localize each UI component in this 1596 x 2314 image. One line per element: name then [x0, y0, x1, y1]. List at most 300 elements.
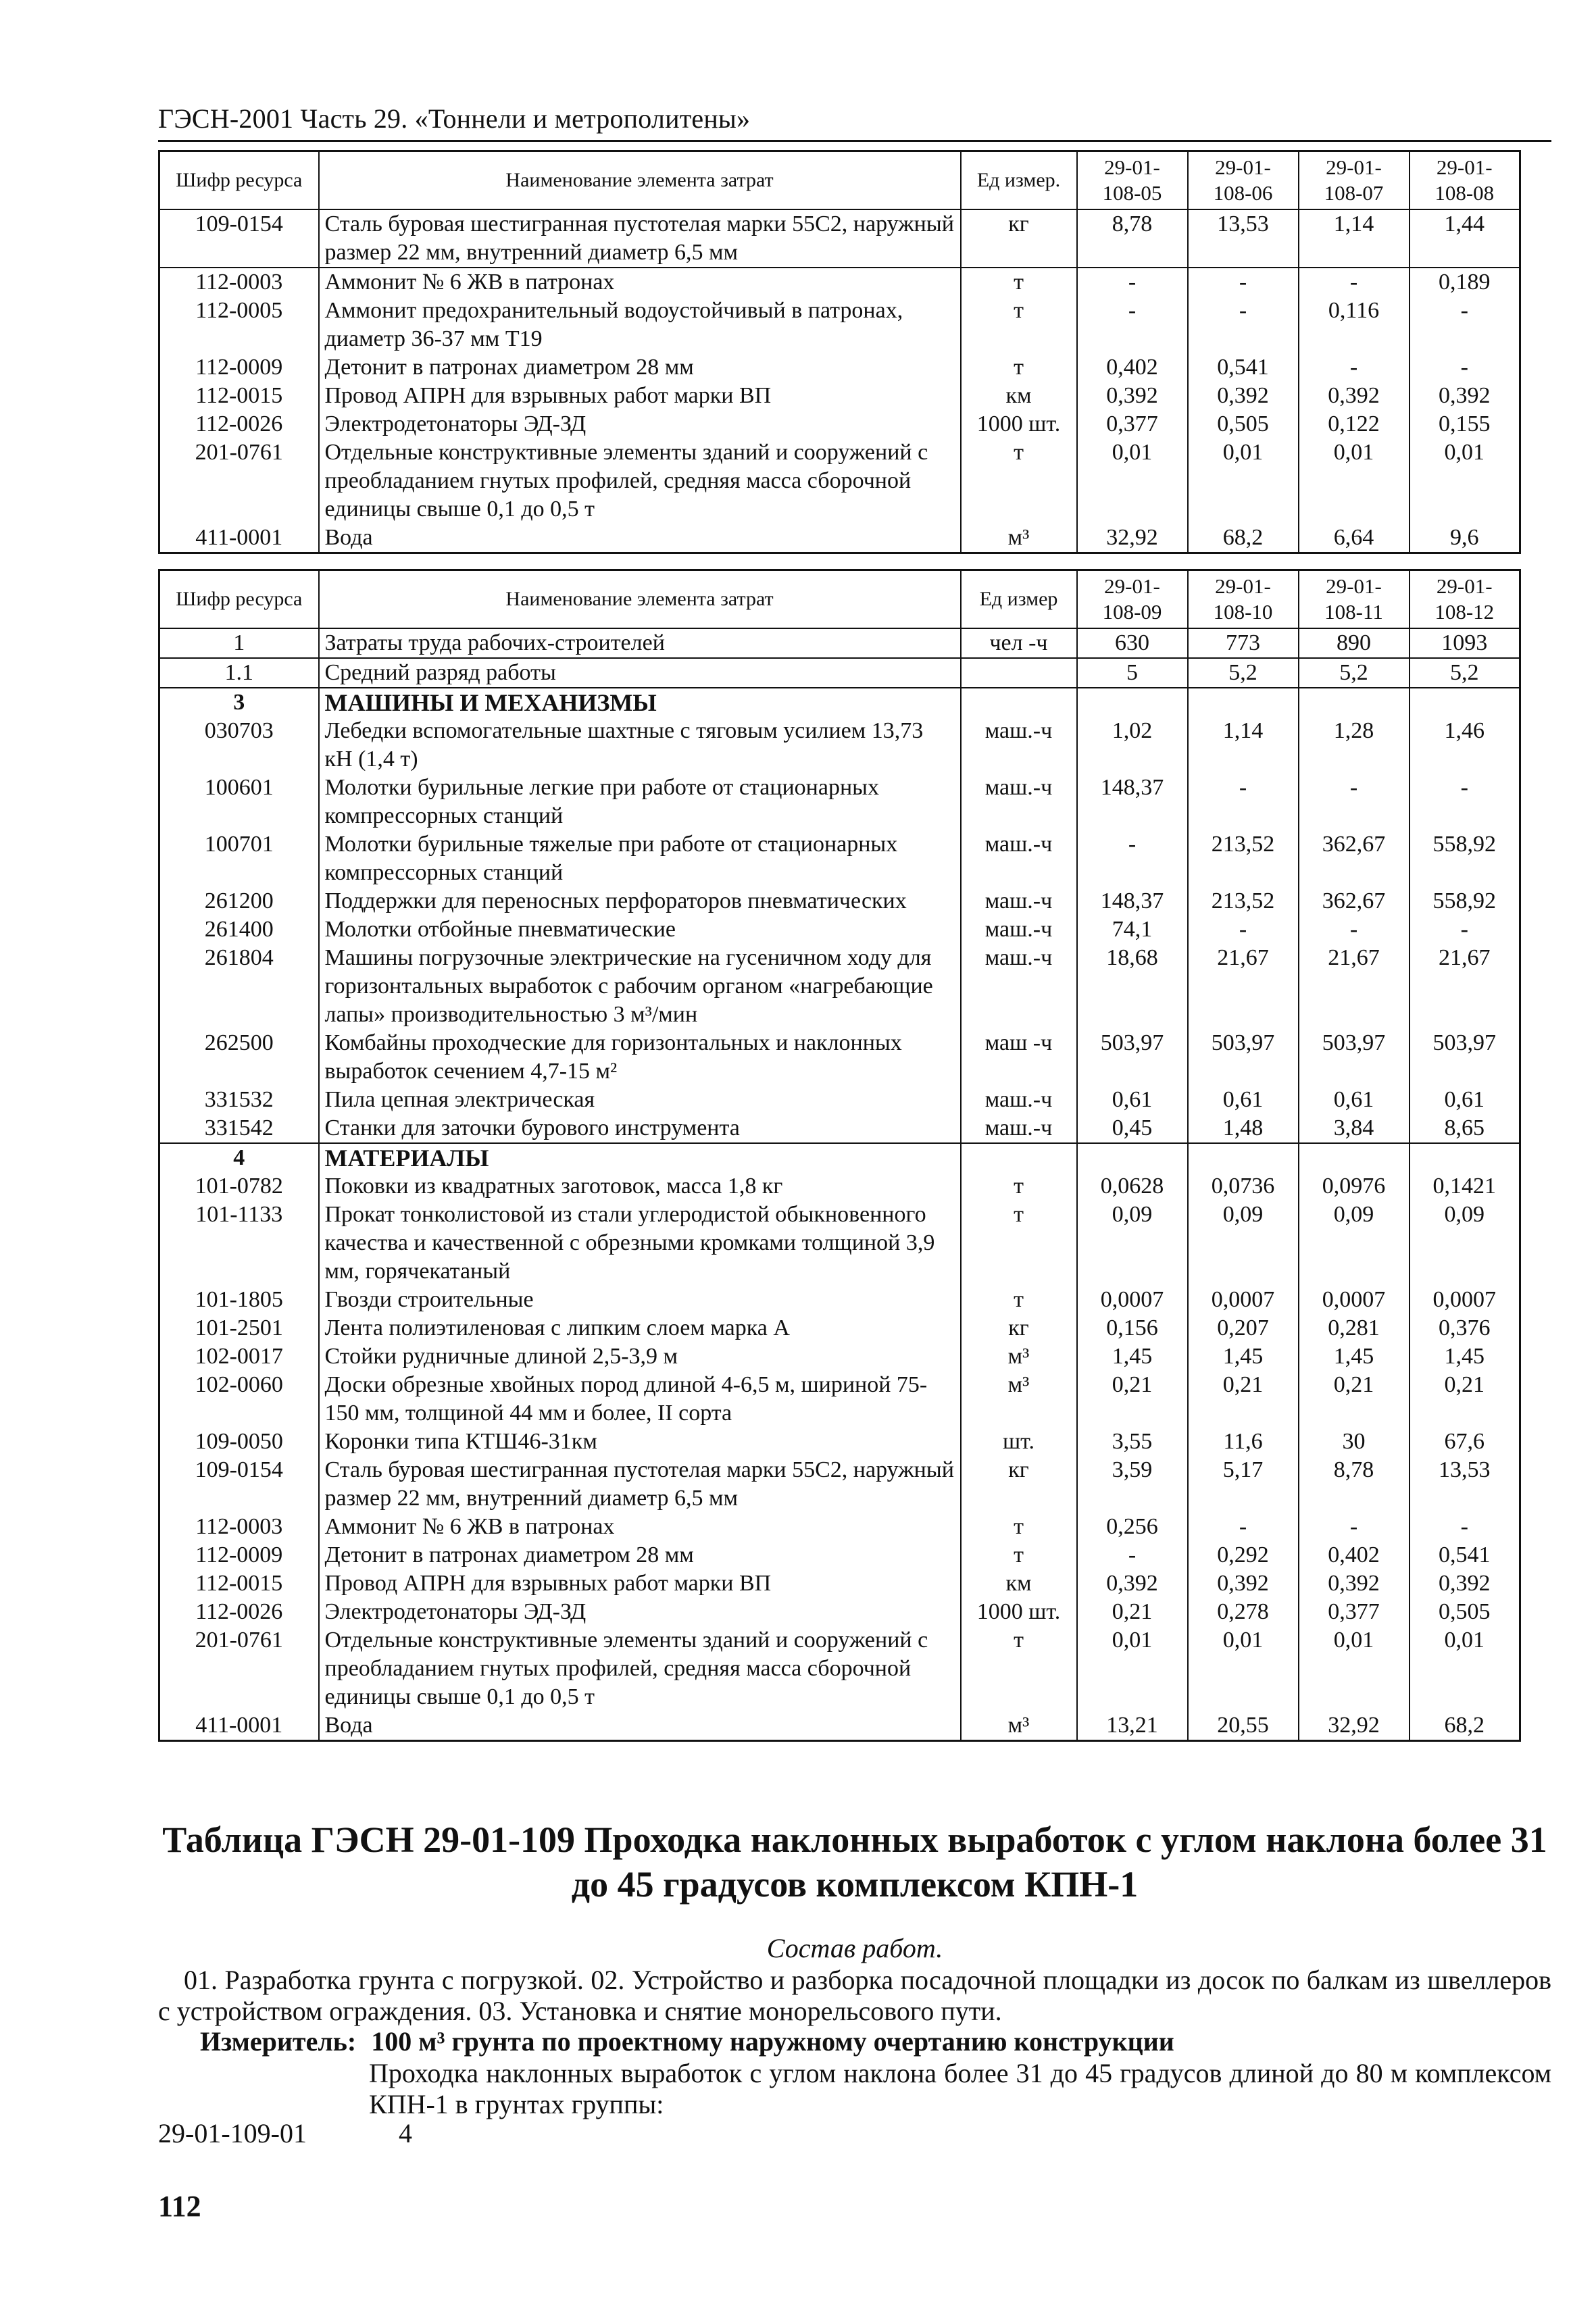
cost-element-name: Затраты труда рабочих-строителей: [319, 628, 961, 658]
resource-code: 112-0005: [159, 297, 319, 353]
value-cell: 0,09: [1410, 1201, 1520, 1286]
value-cell: -: [1299, 915, 1410, 944]
cost-element-name: Машины погрузочные электрические на гусеничном ходу для горизонтальных выработок с рабочим органом «нагребающие лапы» производительностью 3 м³/мин: [319, 944, 961, 1029]
value-cell: 13,53: [1410, 1456, 1520, 1513]
table-row: [159, 915, 1520, 944]
unit-cell: т: [961, 1172, 1077, 1201]
value-cell: 1,45: [1077, 1342, 1188, 1371]
unit-cell: м³: [961, 1711, 1077, 1741]
value-cell: -: [1077, 1541, 1188, 1569]
value-cell: 0,392: [1188, 382, 1299, 410]
table-row: [159, 944, 1520, 1029]
value-cell: 3,59: [1077, 1456, 1188, 1513]
cost-element-name: Молотки бурильные легкие при работе от стационарных компрессорных станций: [319, 774, 961, 830]
unit-cell: маш.-ч: [961, 887, 1077, 915]
value-cell: 5: [1077, 658, 1188, 688]
value-cell: -: [1077, 297, 1188, 353]
value-cell: 0,278: [1188, 1598, 1299, 1626]
page-number: 112: [158, 2190, 201, 2223]
value-cell: 0,21: [1410, 1371, 1520, 1428]
table-row: [159, 1286, 1520, 1314]
header-norm-code: 29-01- 108-09: [1077, 570, 1188, 629]
cost-element-name: Молотки отбойные пневматические: [319, 915, 961, 944]
resource-code: 101-0782: [159, 1172, 319, 1201]
measure-line: [200, 2026, 1174, 2057]
cost-element-name: Коронки типа КТШ46-31км: [319, 1428, 961, 1456]
cost-element-name: МАТЕРИАЛЫ: [319, 1143, 961, 1172]
value-cell: -: [1410, 1513, 1520, 1541]
value-cell: -: [1077, 830, 1188, 887]
value-cell: 5,17: [1188, 1456, 1299, 1513]
resource-code: 1.1: [159, 658, 319, 688]
value-cell: 0,541: [1410, 1541, 1520, 1569]
value-cell: [1299, 688, 1410, 717]
table-row: [159, 717, 1520, 774]
resource-code: 261200: [159, 887, 319, 915]
value-cell: 0,09: [1077, 1201, 1188, 1286]
value-cell: 1,46: [1410, 717, 1520, 774]
value-cell: 362,67: [1299, 830, 1410, 887]
cost-element-name: МАШИНЫ И МЕХАНИЗМЫ: [319, 688, 961, 717]
unit-cell: т: [961, 353, 1077, 382]
value-cell: 0,392: [1410, 382, 1520, 410]
value-cell: 0,122: [1299, 410, 1410, 438]
value-cell: 0,01: [1077, 438, 1188, 524]
value-cell: 890: [1299, 628, 1410, 658]
header-norm-code: 29-01- 108-05: [1077, 151, 1188, 210]
value-cell: 0,61: [1410, 1086, 1520, 1114]
measure-label: Измеритель:: [200, 2026, 357, 2057]
value-cell: 0,45: [1077, 1114, 1188, 1143]
cost-element-name: Прокат тонколистовой из стали углеродистой обыкновенного качества и качественной с обрезными кромками толщиной 3,9 мм, горячекатаный: [319, 1201, 961, 1286]
resource-code: 101-1133: [159, 1201, 319, 1286]
value-cell: 630: [1077, 628, 1188, 658]
table-row: [159, 1342, 1520, 1371]
value-cell: 0,541: [1188, 353, 1299, 382]
value-cell: -: [1410, 297, 1520, 353]
unit-cell: 1000 шт.: [961, 410, 1077, 438]
value-cell: 0,392: [1299, 1569, 1410, 1598]
header-resource-code: Шифр ресурса: [159, 151, 319, 210]
value-cell: 503,97: [1077, 1029, 1188, 1086]
value-cell: 8,78: [1299, 1456, 1410, 1513]
resource-code: 411-0001: [159, 1711, 319, 1741]
value-cell: 0,156: [1077, 1314, 1188, 1342]
value-cell: 0,281: [1299, 1314, 1410, 1342]
value-cell: 0,21: [1077, 1598, 1188, 1626]
cost-element-name: Детонит в патронах диаметром 28 мм: [319, 1541, 961, 1569]
unit-cell: 1000 шт.: [961, 1598, 1077, 1626]
value-cell: 0,392: [1299, 382, 1410, 410]
value-cell: 0,01: [1299, 438, 1410, 524]
value-cell: 67,6: [1410, 1428, 1520, 1456]
cost-element-name: Провод АПРН для взрывных работ марки ВП: [319, 382, 961, 410]
table-row: [159, 1314, 1520, 1342]
value-cell: 1093: [1410, 628, 1520, 658]
table-row: [159, 1114, 1520, 1143]
value-cell: -: [1299, 1513, 1410, 1541]
cost-element-name: Вода: [319, 524, 961, 553]
resource-code: 411-0001: [159, 524, 319, 553]
unit-cell: [961, 688, 1077, 717]
value-cell: 1,44: [1410, 209, 1520, 268]
value-cell: 0,0007: [1410, 1286, 1520, 1314]
value-cell: 0,376: [1410, 1314, 1520, 1342]
unit-cell: км: [961, 382, 1077, 410]
table-row: [159, 209, 1520, 268]
value-cell: 0,01: [1410, 438, 1520, 524]
resource-code: 102-0017: [159, 1342, 319, 1371]
cost-element-name: Средний разряд работы: [319, 658, 961, 688]
resource-code: 102-0060: [159, 1371, 319, 1428]
cost-element-name: Комбайны проходческие для горизонтальных и наклонных выработок сечением 4,7-15 м²: [319, 1029, 961, 1086]
value-cell: -: [1188, 297, 1299, 353]
value-cell: 0,505: [1188, 410, 1299, 438]
resource-code: 112-0009: [159, 353, 319, 382]
cost-element-name: Гвозди строительные: [319, 1286, 961, 1314]
table-row: [159, 1598, 1520, 1626]
resource-code: 112-0015: [159, 1569, 319, 1598]
table-row: [159, 830, 1520, 887]
cost-element-name: Доски обрезные хвойных пород длиной 4-6,5 м, шириной 75-150 мм, толщиной 44 мм и более, II сорта: [319, 1371, 961, 1428]
unit-cell: маш.-ч: [961, 915, 1077, 944]
value-cell: 5,2: [1188, 658, 1299, 688]
value-cell: 13,53: [1188, 209, 1299, 268]
cost-element-name: Стойки рудничные длиной 2,5-3,9 м: [319, 1342, 961, 1371]
header-unit: Ед измер: [961, 570, 1077, 629]
table-row: [159, 658, 1520, 688]
value-cell: 1,14: [1188, 717, 1299, 774]
table-row: [159, 438, 1520, 524]
header-cost-element: Наименование элемента затрат: [319, 570, 961, 629]
value-cell: 0,402: [1077, 353, 1188, 382]
unit-cell: кг: [961, 1456, 1077, 1513]
value-cell: 21,67: [1299, 944, 1410, 1029]
cost-element-name: Аммонит № 6 ЖВ в патронах: [319, 1513, 961, 1541]
value-cell: 0,01: [1077, 1626, 1188, 1711]
header-cost-element: Наименование элемента затрат: [319, 151, 961, 210]
value-cell: 213,52: [1188, 887, 1299, 915]
resource-code: 109-0154: [159, 209, 319, 268]
unit-cell: шт.: [961, 1428, 1077, 1456]
table-row: [159, 887, 1520, 915]
value-cell: 30: [1299, 1428, 1410, 1456]
value-cell: 6,64: [1299, 524, 1410, 553]
value-cell: 0,61: [1188, 1086, 1299, 1114]
cost-element-name: Аммонит № 6 ЖВ в патронах: [319, 268, 961, 297]
table-row: [159, 268, 1520, 297]
unit-cell: маш -ч: [961, 1029, 1077, 1086]
cost-element-name: Молотки бурильные тяжелые при работе от стационарных компрессорных станций: [319, 830, 961, 887]
header-unit: Ед измер.: [961, 151, 1077, 210]
value-cell: 0,01: [1188, 438, 1299, 524]
resource-code: 261804: [159, 944, 319, 1029]
value-cell: 0,292: [1188, 1541, 1299, 1569]
composition-text: 01. Разработка грунта с погрузкой. 02. Устройство и разборка посадочной площадки из досок по балкам из швеллеров с устройством ограждения. 03. Установка и снятие монорельсового пути.: [158, 1965, 1551, 2026]
table-row: [159, 1569, 1520, 1598]
value-cell: [1410, 1143, 1520, 1172]
value-cell: 148,37: [1077, 887, 1188, 915]
value-cell: 1,45: [1299, 1342, 1410, 1371]
value-cell: 0,377: [1299, 1598, 1410, 1626]
value-cell: 0,155: [1410, 410, 1520, 438]
cost-element-name: Электродетонаторы ЭД-ЗД: [319, 410, 961, 438]
value-cell: 213,52: [1188, 830, 1299, 887]
value-cell: 0,01: [1188, 1626, 1299, 1711]
unit-cell: т: [961, 1201, 1077, 1286]
header-resource-code: Шифр ресурса: [159, 570, 319, 629]
resource-code: 331532: [159, 1086, 319, 1114]
unit-cell: м³: [961, 524, 1077, 553]
unit-cell: м³: [961, 1342, 1077, 1371]
table-row: [159, 382, 1520, 410]
resource-code: 262500: [159, 1029, 319, 1086]
value-cell: 0,377: [1077, 410, 1188, 438]
table-row: [159, 1428, 1520, 1456]
cost-element-name: Сталь буровая шестигранная пустотелая марки 55С2, наружный размер 22 мм, внутренний диаметр 6,5 мм: [319, 209, 961, 268]
section-row: [159, 688, 1520, 717]
value-cell: [1410, 688, 1520, 717]
unit-cell: кг: [961, 209, 1077, 268]
value-cell: 0,0007: [1299, 1286, 1410, 1314]
value-cell: -: [1188, 1513, 1299, 1541]
header-norm-code: 29-01- 108-10: [1188, 570, 1299, 629]
resource-code: 261400: [159, 915, 319, 944]
norm-code-line: [158, 2117, 412, 2149]
table-row: [159, 524, 1520, 553]
value-cell: 20,55: [1188, 1711, 1299, 1741]
table-row: [159, 1086, 1520, 1114]
resource-table-108-09-12: [158, 569, 1521, 1742]
unit-cell: км: [961, 1569, 1077, 1598]
value-cell: 148,37: [1077, 774, 1188, 830]
soil-group: 4: [399, 2118, 412, 2148]
measure-value: 100 м³ грунта по проектному наружному очертанию конструкции: [371, 2026, 1174, 2057]
table-row: [159, 1626, 1520, 1711]
value-cell: 0,0628: [1077, 1172, 1188, 1201]
value-cell: 21,67: [1188, 944, 1299, 1029]
unit-cell: т: [961, 1513, 1077, 1541]
cost-element-name: Сталь буровая шестигранная пустотелая марки 55С2, наружный размер 22 мм, внутренний диаметр 6,5 мм: [319, 1456, 961, 1513]
value-cell: 558,92: [1410, 830, 1520, 887]
value-cell: 0,256: [1077, 1513, 1188, 1541]
value-cell: -: [1410, 915, 1520, 944]
value-cell: [1299, 1143, 1410, 1172]
value-cell: 0,392: [1188, 1569, 1299, 1598]
unit-cell: маш.-ч: [961, 1086, 1077, 1114]
resource-code: 112-0026: [159, 410, 319, 438]
header-divider: [158, 140, 1551, 142]
header-norm-code: 29-01- 108-07: [1299, 151, 1410, 210]
unit-cell: м³: [961, 1371, 1077, 1428]
unit-cell: т: [961, 1541, 1077, 1569]
value-cell: 558,92: [1410, 887, 1520, 915]
value-cell: 773: [1188, 628, 1299, 658]
running-header: ГЭСН-2001 Часть 29. «Тоннели и метрополитены»: [158, 103, 751, 134]
cost-element-name: Станки для заточки бурового инструмента: [319, 1114, 961, 1143]
value-cell: 0,61: [1299, 1086, 1410, 1114]
resource-code: 3: [159, 688, 319, 717]
cost-element-name: Поковки из квадратных заготовок, масса 1,8 кг: [319, 1172, 961, 1201]
unit-cell: т: [961, 438, 1077, 524]
cost-element-name: Электродетонаторы ЭД-ЗД: [319, 1598, 961, 1626]
value-cell: -: [1299, 268, 1410, 297]
unit-cell: маш.-ч: [961, 830, 1077, 887]
value-cell: 74,1: [1077, 915, 1188, 944]
header-norm-code: 29-01- 108-12: [1410, 570, 1520, 629]
unit-cell: маш.-ч: [961, 1114, 1077, 1143]
cost-element-name: Пила цепная электрическая: [319, 1086, 961, 1114]
resource-code: 112-0015: [159, 382, 319, 410]
value-cell: 8,78: [1077, 209, 1188, 268]
unit-cell: т: [961, 1286, 1077, 1314]
value-cell: 0,21: [1077, 1371, 1188, 1428]
value-cell: 0,189: [1410, 268, 1520, 297]
cost-element-name: Отдельные конструктивные элементы зданий и сооружений с преобладанием гнутых профилей, средняя масса сборочной единицы свыше 0,1 до 0,5 т: [319, 438, 961, 524]
resource-code: 112-0026: [159, 1598, 319, 1626]
header-norm-code: 29-01- 108-11: [1299, 570, 1410, 629]
header-norm-code: 29-01- 108-06: [1188, 151, 1299, 210]
value-cell: [1077, 688, 1188, 717]
value-cell: 503,97: [1299, 1029, 1410, 1086]
resource-table-108-05-08: [158, 150, 1521, 554]
section-title: Таблица ГЭСН 29-01-109 Проходка наклонных выработок с углом наклона более 31 до 45 градусов комплексом КПН-1: [162, 1819, 1547, 1905]
table-row: [159, 1172, 1520, 1201]
cost-element-name: Аммонит предохранительный водоустойчивый в патронах, диаметр 36-37 мм Т19: [319, 297, 961, 353]
value-cell: 9,6: [1410, 524, 1520, 553]
value-cell: [1188, 1143, 1299, 1172]
value-cell: 0,505: [1410, 1598, 1520, 1626]
resource-code: 100701: [159, 830, 319, 887]
resource-code: 109-0154: [159, 1456, 319, 1513]
value-cell: 5,2: [1299, 658, 1410, 688]
value-cell: -: [1410, 353, 1520, 382]
resource-code: 101-1805: [159, 1286, 319, 1314]
resource-code: 112-0003: [159, 1513, 319, 1541]
table-row: [159, 353, 1520, 382]
resource-code: 101-2501: [159, 1314, 319, 1342]
value-cell: 0,116: [1299, 297, 1410, 353]
cost-element-name: Провод АПРН для взрывных работ марки ВП: [319, 1569, 961, 1598]
value-cell: [1188, 688, 1299, 717]
value-cell: 1,48: [1188, 1114, 1299, 1143]
table-row: [159, 297, 1520, 353]
value-cell: 1,14: [1299, 209, 1410, 268]
value-cell: 0,207: [1188, 1314, 1299, 1342]
resource-code: 030703: [159, 717, 319, 774]
norm-description: Проходка наклонных выработок с углом наклона более 31 до 45 градусов длиной до 80 м комплексом КПН-1 в грунтах группы:: [369, 2058, 1551, 2119]
value-cell: 68,2: [1188, 524, 1299, 553]
unit-cell: маш.-ч: [961, 774, 1077, 830]
resource-code: 331542: [159, 1114, 319, 1143]
value-cell: 1,45: [1188, 1342, 1299, 1371]
table-row: [159, 628, 1520, 658]
value-cell: 8,65: [1410, 1114, 1520, 1143]
value-cell: 0,392: [1077, 382, 1188, 410]
cost-element-name: Поддержки для переносных перфораторов пневматических: [319, 887, 961, 915]
table-row: [159, 1371, 1520, 1428]
value-cell: -: [1188, 268, 1299, 297]
value-cell: 0,09: [1299, 1201, 1410, 1286]
unit-cell: чел -ч: [961, 628, 1077, 658]
value-cell: -: [1299, 353, 1410, 382]
cost-element-name: Лебедки вспомогательные шахтные с тяговым усилием 13,73 кН (1,4 т): [319, 717, 961, 774]
table-row: [159, 1513, 1520, 1541]
resource-code: 1: [159, 628, 319, 658]
section-row: [159, 1143, 1520, 1172]
resource-code: 201-0761: [159, 438, 319, 524]
value-cell: 1,28: [1299, 717, 1410, 774]
value-cell: 0,01: [1410, 1626, 1520, 1711]
resource-code: 112-0009: [159, 1541, 319, 1569]
value-cell: 0,0007: [1077, 1286, 1188, 1314]
value-cell: -: [1188, 915, 1299, 944]
value-cell: 0,392: [1077, 1569, 1188, 1598]
cost-element-name: Лента полиэтиленовая с липким слоем марка А: [319, 1314, 961, 1342]
value-cell: 1,45: [1410, 1342, 1520, 1371]
table-row: [159, 1711, 1520, 1741]
resource-code: 201-0761: [159, 1626, 319, 1711]
composition-heading: Состав работ.: [766, 1933, 943, 1963]
unit-cell: т: [961, 297, 1077, 353]
value-cell: [1077, 1143, 1188, 1172]
value-cell: 3,55: [1077, 1428, 1188, 1456]
unit-cell: [961, 658, 1077, 688]
norm-code: 29-01-109-01: [158, 2118, 307, 2148]
value-cell: 32,92: [1077, 524, 1188, 553]
cost-element-name: Отдельные конструктивные элементы зданий и сооружений с преобладанием гнутых профилей, средняя масса сборочной единицы свыше 0,1 до 0,5 т: [319, 1626, 961, 1711]
table-row: [159, 1201, 1520, 1286]
table-row: [159, 1029, 1520, 1086]
value-cell: -: [1299, 774, 1410, 830]
value-cell: 11,6: [1188, 1428, 1299, 1456]
table-row: [159, 1541, 1520, 1569]
value-cell: 0,392: [1410, 1569, 1520, 1598]
unit-cell: т: [961, 1626, 1077, 1711]
value-cell: 1,02: [1077, 717, 1188, 774]
resource-code: 112-0003: [159, 268, 319, 297]
resource-code: 100601: [159, 774, 319, 830]
resource-code: 4: [159, 1143, 319, 1172]
value-cell: 503,97: [1188, 1029, 1299, 1086]
value-cell: 0,0007: [1188, 1286, 1299, 1314]
table-row: [159, 410, 1520, 438]
table-row: [159, 1456, 1520, 1513]
value-cell: -: [1410, 774, 1520, 830]
resource-code: 109-0050: [159, 1428, 319, 1456]
value-cell: 5,2: [1410, 658, 1520, 688]
value-cell: 21,67: [1410, 944, 1520, 1029]
value-cell: 0,61: [1077, 1086, 1188, 1114]
value-cell: 0,0736: [1188, 1172, 1299, 1201]
value-cell: 362,67: [1299, 887, 1410, 915]
header-norm-code: 29-01- 108-08: [1410, 151, 1520, 210]
value-cell: -: [1077, 268, 1188, 297]
value-cell: 0,09: [1188, 1201, 1299, 1286]
table-body: [159, 628, 1520, 1741]
value-cell: 32,92: [1299, 1711, 1410, 1741]
value-cell: 0,402: [1299, 1541, 1410, 1569]
value-cell: 68,2: [1410, 1711, 1520, 1741]
value-cell: 18,68: [1077, 944, 1188, 1029]
value-cell: 0,1421: [1410, 1172, 1520, 1201]
cost-element-name: Вода: [319, 1711, 961, 1741]
value-cell: 0,0976: [1299, 1172, 1410, 1201]
value-cell: 13,21: [1077, 1711, 1188, 1741]
unit-cell: кг: [961, 1314, 1077, 1342]
value-cell: 0,01: [1299, 1626, 1410, 1711]
value-cell: 0,21: [1188, 1371, 1299, 1428]
